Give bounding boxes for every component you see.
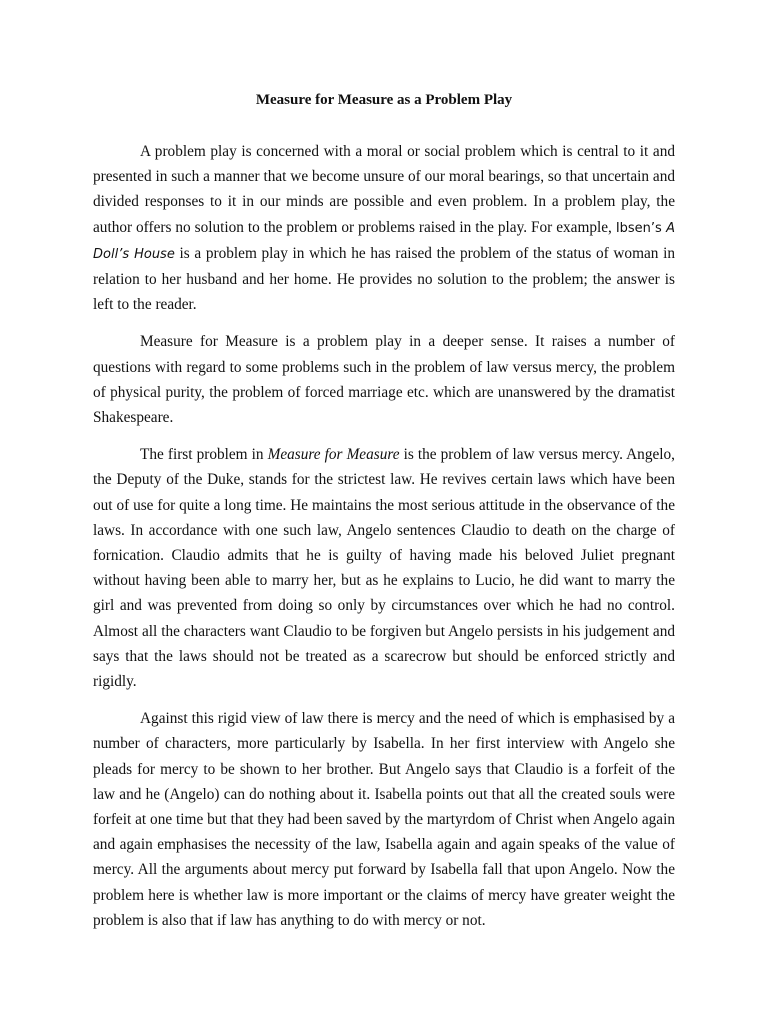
paragraph-4: Against this rigid view of law there is mercy and the need of which is emphasised by a number of characters, more particularly by Isabella. In her first interview with Angelo she pleads for mercy to be shown to her brother. But Angelo says that Claudio is a forfeit of the law and he (Angelo) can do nothing about it. Isabella points out that all the created souls were forfeit at one time but that they had been saved by the martyrdom of Christ when Angelo again and again emphasises the necessity of the law, Isabella again and again speaks of the value of mercy. All the arguments about mercy put forward by Isabella fall that upon Angelo. Now the problem here is whether law is more important or the claims of mercy have greater weight the problem is also that if law has anything to do with mercy or not.: [93, 710, 675, 929]
document-body: [93, 139, 675, 945]
paragraph-3-text-a: The first problem in: [140, 446, 268, 464]
page-title: Measure for Measure as a Problem Play: [255, 92, 513, 108]
play-title-italic: Measure for Measure: [267, 446, 400, 464]
paragraph-3: [93, 442, 675, 694]
dolls-house-title: A Doll’s House: [93, 220, 675, 262]
paragraph-1: [93, 139, 675, 317]
paragraph-1-text-a: A problem play is concerned with a moral or social problem which is central to it and presented in such a manner that we become unsure of our moral bearings, so that uncertain and divided responses to it in our minds are possible and even problem. In a problem play, the author offers no solution to the problem or problems raised in the play. For example,: [93, 143, 675, 236]
paragraph-2: Measure for Measure is a problem play in a deeper sense. It raises a number of questions with regard to some problems such in the problem of law versus mercy, the problem of physical purity, the problem of forced marriage etc. which are unanswered by the dramatist Shakespeare.: [93, 333, 675, 427]
ibsen-name: Ibsen’s: [615, 220, 667, 236]
paragraph-1-text-b: is a problem play in which he has raised the problem of the status of woman in relation to her husband and her home. He provides no solution to the problem; the answer is left to the reader.: [93, 244, 675, 314]
paragraph-3-text-b: is the problem of law versus mercy. Angelo, the Deputy of the Duke, stands for the strictest law. He revives certain laws which have been out of use for quite a long time. He maintains the most serious attitude in the observance of the laws. In accordance with one such law, Angelo sentences Claudio to death on the charge of fornication. Claudio admits that he is guilty of having made his beloved Juliet pregnant without having been able to marry her, but as he explains to Lucio, he did want to marry the girl and was prevented from doing so only by circumstances over which he had no control. Almost all the characters want Claudio to be forgiven but Angelo persists in his judgement and says that the laws should not be treated as a scarecrow but should be enforced strictly and rigidly.: [93, 446, 675, 691]
